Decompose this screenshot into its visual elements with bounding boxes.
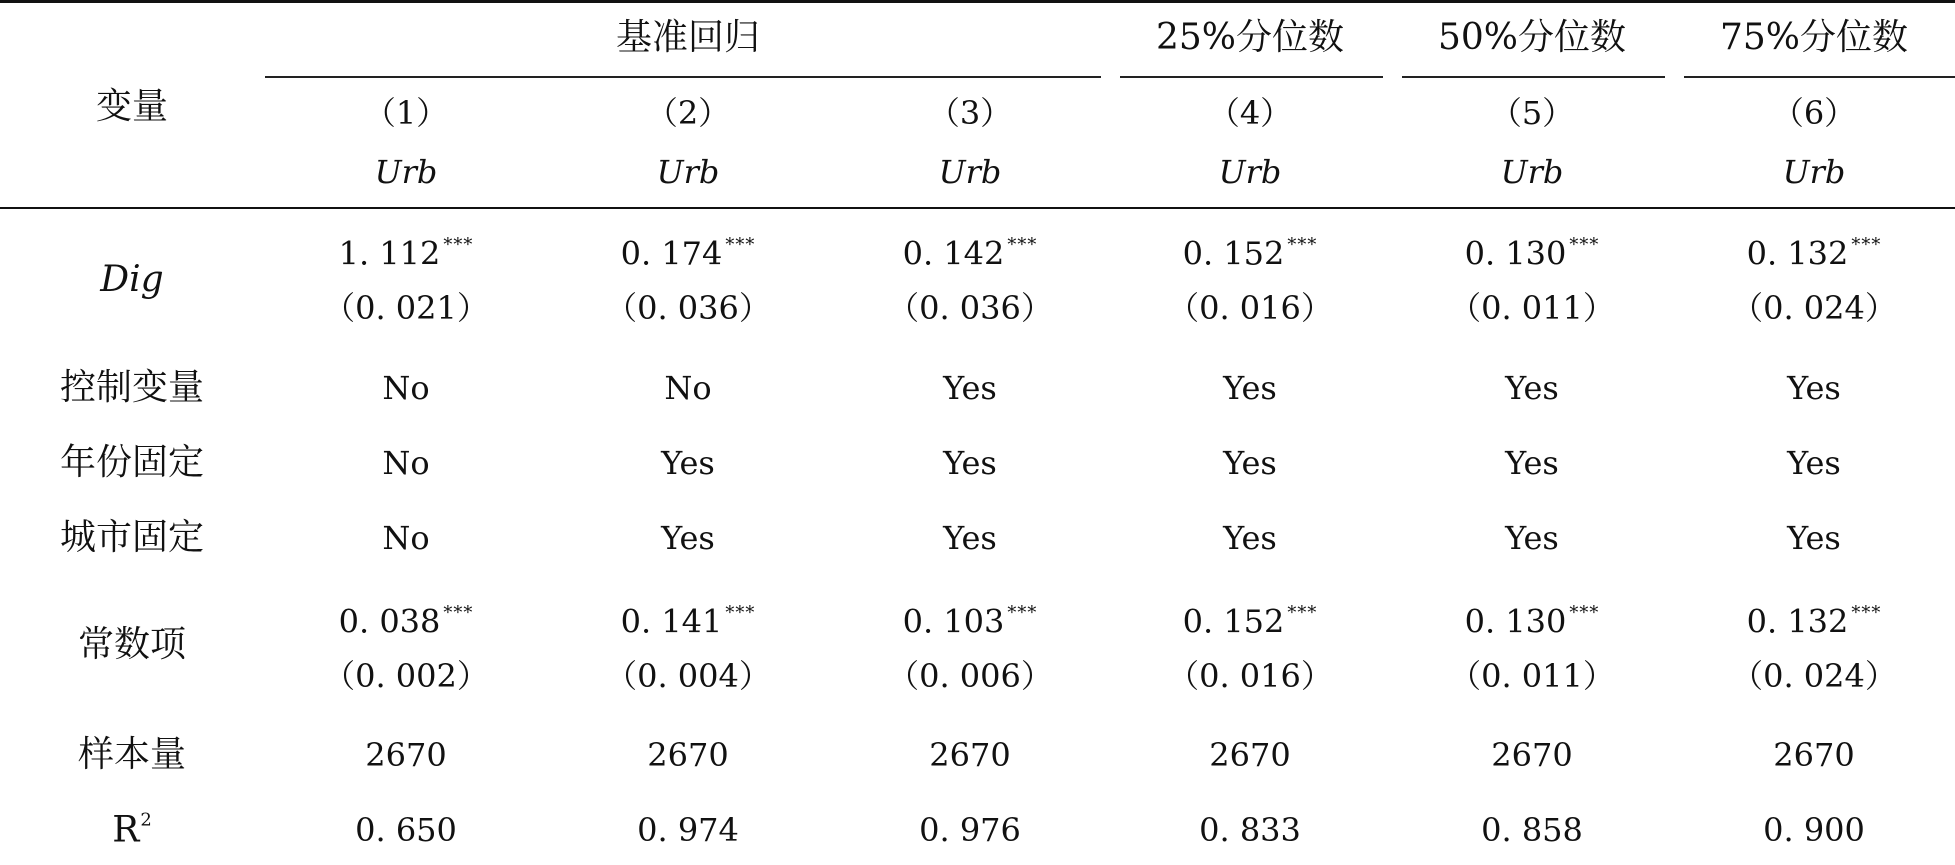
- value-cell: Yes: [661, 444, 715, 482]
- top-rule: [0, 0, 1955, 3]
- se-cell: （0. 036）: [887, 289, 1053, 327]
- coef-cell: 0. 103 ***: [902, 602, 1038, 641]
- value-cell: 0. 900: [1763, 811, 1865, 849]
- value-cell: Yes: [1223, 444, 1277, 482]
- value-cell: 2670: [1209, 736, 1291, 774]
- value-cell: 2670: [1773, 736, 1855, 774]
- value-cell: Yes: [1223, 369, 1277, 407]
- value-cell: 0. 976: [919, 811, 1021, 849]
- significance-stars: ***: [1569, 234, 1600, 256]
- col-number: （6）: [1771, 94, 1857, 132]
- col-number: （3）: [927, 94, 1013, 132]
- group-label-q75: 75%分位数: [1719, 17, 1909, 58]
- significance-stars: ***: [725, 602, 756, 624]
- coef-cell: 0. 132 ***: [1746, 602, 1882, 641]
- group-underline-q50: [1402, 76, 1665, 78]
- dep-var: Urb: [656, 153, 720, 191]
- value-cell: Yes: [1505, 369, 1559, 407]
- value-cell: 2670: [929, 736, 1011, 774]
- value-cell: 0. 833: [1199, 811, 1301, 849]
- value-cell: 2670: [1491, 736, 1573, 774]
- value-cell: Yes: [1505, 444, 1559, 482]
- value-cell: Yes: [943, 519, 997, 557]
- row-label-sample-size: 样本量: [77, 734, 187, 775]
- value-cell: Yes: [1787, 519, 1841, 557]
- row-label-city-fe: 城市固定: [59, 517, 205, 558]
- coef-cell: 0. 142 ***: [902, 234, 1038, 273]
- se-cell: （0. 011）: [1449, 289, 1615, 327]
- value-cell: No: [382, 519, 430, 557]
- significance-stars: ***: [1569, 602, 1600, 624]
- row-label-controls: 控制变量: [59, 367, 205, 408]
- coef-cell: 0. 141 ***: [620, 602, 756, 641]
- row-label-year-fe: 年份固定: [59, 442, 205, 483]
- significance-stars: ***: [1007, 234, 1038, 256]
- se-cell: （0. 016）: [1167, 289, 1333, 327]
- value-cell: Yes: [1787, 444, 1841, 482]
- group-label-q25: 25%分位数: [1155, 17, 1345, 58]
- col-number: （2）: [645, 94, 731, 132]
- coef-cell: 0. 132 ***: [1746, 234, 1882, 273]
- se-cell: （0. 002）: [323, 657, 489, 695]
- value-cell: 2670: [647, 736, 729, 774]
- value-cell: Yes: [943, 369, 997, 407]
- significance-stars: ***: [1287, 602, 1318, 624]
- dep-var: Urb: [1500, 153, 1564, 191]
- se-cell: （0. 024）: [1731, 289, 1897, 327]
- col-number: （5）: [1489, 94, 1575, 132]
- value-cell: Yes: [661, 519, 715, 557]
- se-cell: （0. 036）: [605, 289, 771, 327]
- significance-stars: ***: [1287, 234, 1318, 256]
- coef-cell: 0. 152 ***: [1182, 602, 1318, 641]
- significance-stars: ***: [443, 602, 474, 624]
- se-cell: （0. 021）: [323, 289, 489, 327]
- coef-cell: 0. 130 ***: [1464, 602, 1600, 641]
- significance-stars: ***: [725, 234, 756, 256]
- dep-var: Urb: [1218, 153, 1282, 191]
- significance-stars: ***: [1851, 234, 1882, 256]
- coef-cell: 0. 130 ***: [1464, 234, 1600, 273]
- value-cell: Yes: [1505, 519, 1559, 557]
- group-underline-q75: [1684, 76, 1955, 78]
- dep-var: Urb: [1782, 153, 1846, 191]
- variable-header: 变量: [95, 86, 169, 127]
- se-cell: （0. 011）: [1449, 657, 1615, 695]
- group-underline-baseline: [265, 76, 1101, 78]
- se-cell: （0. 004）: [605, 657, 771, 695]
- value-cell: Yes: [1223, 519, 1277, 557]
- value-cell: 0. 650: [355, 811, 457, 849]
- coef-cell: 0. 038 ***: [338, 602, 474, 641]
- coef-cell: 0. 152 ***: [1182, 234, 1318, 273]
- dep-var: Urb: [938, 153, 1002, 191]
- row-label-constant: 常数项: [77, 624, 187, 665]
- value-cell: No: [664, 369, 712, 407]
- se-cell: （0. 006）: [887, 657, 1053, 695]
- value-cell: 0. 974: [637, 811, 739, 849]
- group-label-baseline: 基准回归: [615, 17, 761, 58]
- significance-stars: ***: [443, 234, 474, 256]
- significance-stars: ***: [1007, 602, 1038, 624]
- value-cell: Yes: [1787, 369, 1841, 407]
- value-cell: No: [382, 369, 430, 407]
- value-cell: 0. 858: [1481, 811, 1583, 849]
- coef-cell: 0. 174 ***: [620, 234, 756, 273]
- group-label-q50: 50%分位数: [1437, 17, 1627, 58]
- header-rule: [0, 207, 1955, 209]
- significance-stars: ***: [1851, 602, 1882, 624]
- value-cell: 2670: [365, 736, 447, 774]
- group-underline-q25: [1120, 76, 1383, 78]
- row-label-r-squared: $R^2$: [112, 809, 152, 851]
- se-cell: （0. 024）: [1731, 657, 1897, 695]
- col-number: （4）: [1207, 94, 1293, 132]
- se-cell: （0. 016）: [1167, 657, 1333, 695]
- value-cell: No: [382, 444, 430, 482]
- coef-cell: 1. 112 ***: [338, 234, 474, 273]
- row-label-dig: Dig: [100, 259, 164, 300]
- dep-var: Urb: [374, 153, 438, 191]
- value-cell: Yes: [943, 444, 997, 482]
- col-number: （1）: [363, 94, 449, 132]
